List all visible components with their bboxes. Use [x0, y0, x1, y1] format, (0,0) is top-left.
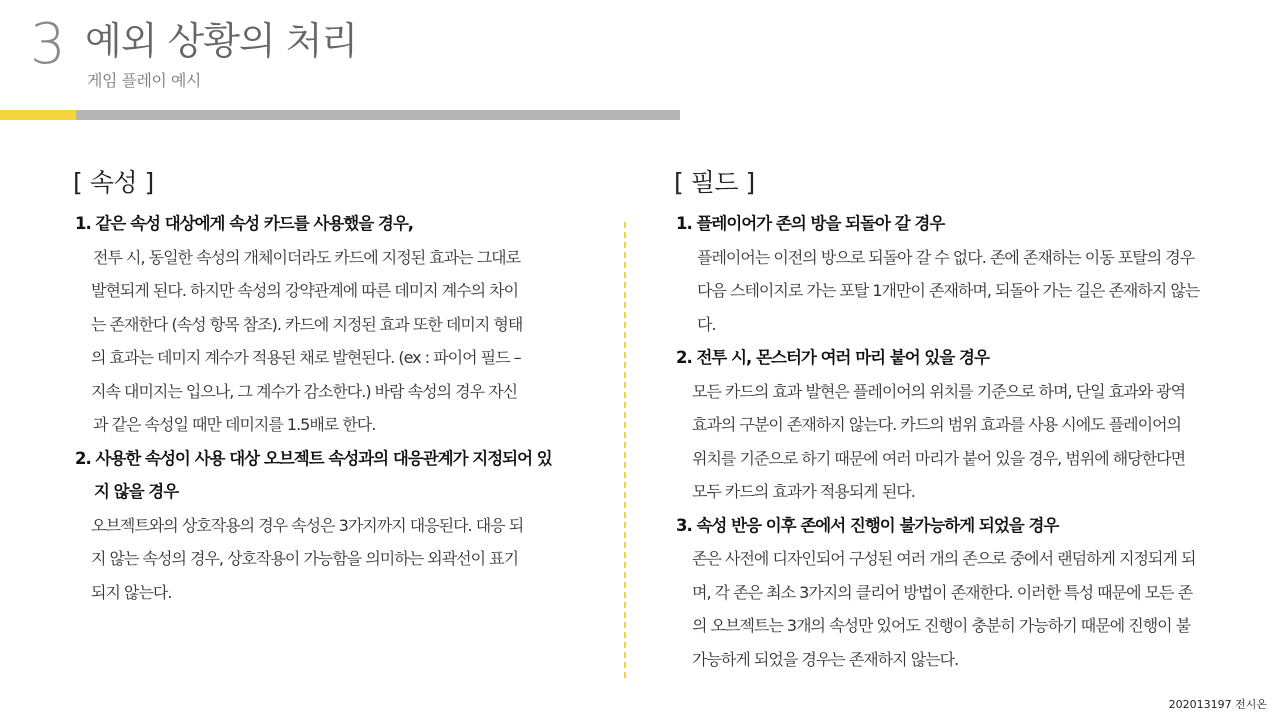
body-line: 지 않는 속성의 경우, 상호작용이 가능함을 의미하는 외곽선이 표기	[91, 549, 519, 568]
body-line: 되지 않는다.	[91, 582, 172, 602]
item-heading: 2. 전투 시, 몬스터가 여러 마리 붙어 있을 경우	[676, 348, 989, 367]
body-line: 다.	[697, 314, 716, 334]
student-id: 202013197 전시온	[1168, 698, 1267, 711]
attribute-column	[75, 163, 605, 609]
body-line: 며, 각 존은 최소 3가지의 클리어 방법이 존재한다. 이러한 특성 때문에 모든 존	[692, 582, 1193, 602]
attribute-item-1	[75, 207, 605, 442]
body-line: 효과의 구분이 존재하지 않는다. 카드의 범위 효과를 사용 시에도 플레이어의	[692, 415, 1181, 434]
body-line: 오브젝트와의 상호작용의 경우 속성은 3가지까지 대응된다. 대응 되	[91, 515, 524, 535]
body-line: 가능하게 되었을 경우는 존재하지 않는다.	[692, 649, 959, 669]
body-line: 모두 카드의 효과가 적용되게 된다.	[692, 482, 915, 501]
attribute-heading: [ 속성 ]	[73, 168, 154, 197]
body-line: 의 효과는 데미지 계수가 적용된 채로 발현된다. (ex : 파이어 필드 –	[91, 348, 521, 367]
field-item-2	[676, 341, 1276, 509]
field-item-1	[676, 207, 1276, 341]
item-heading: 1. 플레이어가 존의 방을 되돌아 갈 경우	[676, 214, 945, 233]
attribute-item-2	[75, 442, 605, 610]
body-line: 전투 시, 동일한 속성의 개체이더라도 카드에 지정된 효과는 그대로	[93, 247, 521, 267]
item-heading-continued: 지 않을 경우	[94, 482, 179, 501]
title-bar	[76, 110, 680, 120]
body-line: 모든 카드의 효과 발현은 플레이어의 위치를 기준으로 하며, 단일 효과와 광역	[692, 381, 1186, 401]
field-column	[676, 163, 1276, 676]
body-line: 존은 사전에 디자인되어 구성된 여러 개의 존으로 중에서 랜덤하게 지정되게 되	[692, 549, 1196, 568]
body-line: 플레이어는 이전의 방으로 되돌아 갈 수 없다. 존에 존재하는 이동 포탈의 경우	[697, 247, 1195, 267]
field-item-3	[676, 509, 1276, 677]
body-line: 과 같은 속성일 때만 데미지를 1.5배로 한다.	[93, 415, 376, 434]
page-title: 예외 상황의 처리	[85, 19, 358, 63]
body-line: 지속 대미지는 입으나, 그 계수가 감소한다.) 바람 속성의 경우 자신	[91, 381, 518, 401]
title-bar-accent	[0, 110, 76, 120]
field-heading: [ 필드 ]	[674, 168, 755, 197]
column-divider	[624, 222, 626, 678]
body-line: 발현되게 된다. 하지만 속성의 강약관계에 따른 데미지 계수의 차이	[91, 281, 519, 300]
body-line: 의 오브젝트는 3개의 속성만 있어도 진행이 충분히 가능하기 때문에 진행이 불	[692, 616, 1191, 635]
item-heading: 3. 속성 반응 이후 존에서 진행이 불가능하게 되었을 경우	[676, 515, 1059, 535]
item-heading: 1. 같은 속성 대상에게 속성 카드를 사용했을 경우,	[75, 214, 414, 233]
section-number: 3	[30, 12, 65, 77]
body-line: 는 존재한다 (속성 항목 참조). 카드에 지정된 효과 또한 데미지 형태	[91, 314, 523, 334]
body-line: 위치를 기준으로 하기 때문에 여러 마리가 붙어 있을 경우, 범위에 해당한다면	[692, 448, 1186, 468]
item-heading: 2. 사용한 속성이 사용 대상 오브젝트 속성과의 대응관계가 지정되어 있	[75, 448, 552, 468]
page-subtitle: 게임 플레이 예시	[87, 71, 201, 90]
body-line: 다음 스테이지로 가는 포탈 1개만이 존재하며, 되돌아 가는 길은 존재하지 않는	[697, 281, 1200, 300]
